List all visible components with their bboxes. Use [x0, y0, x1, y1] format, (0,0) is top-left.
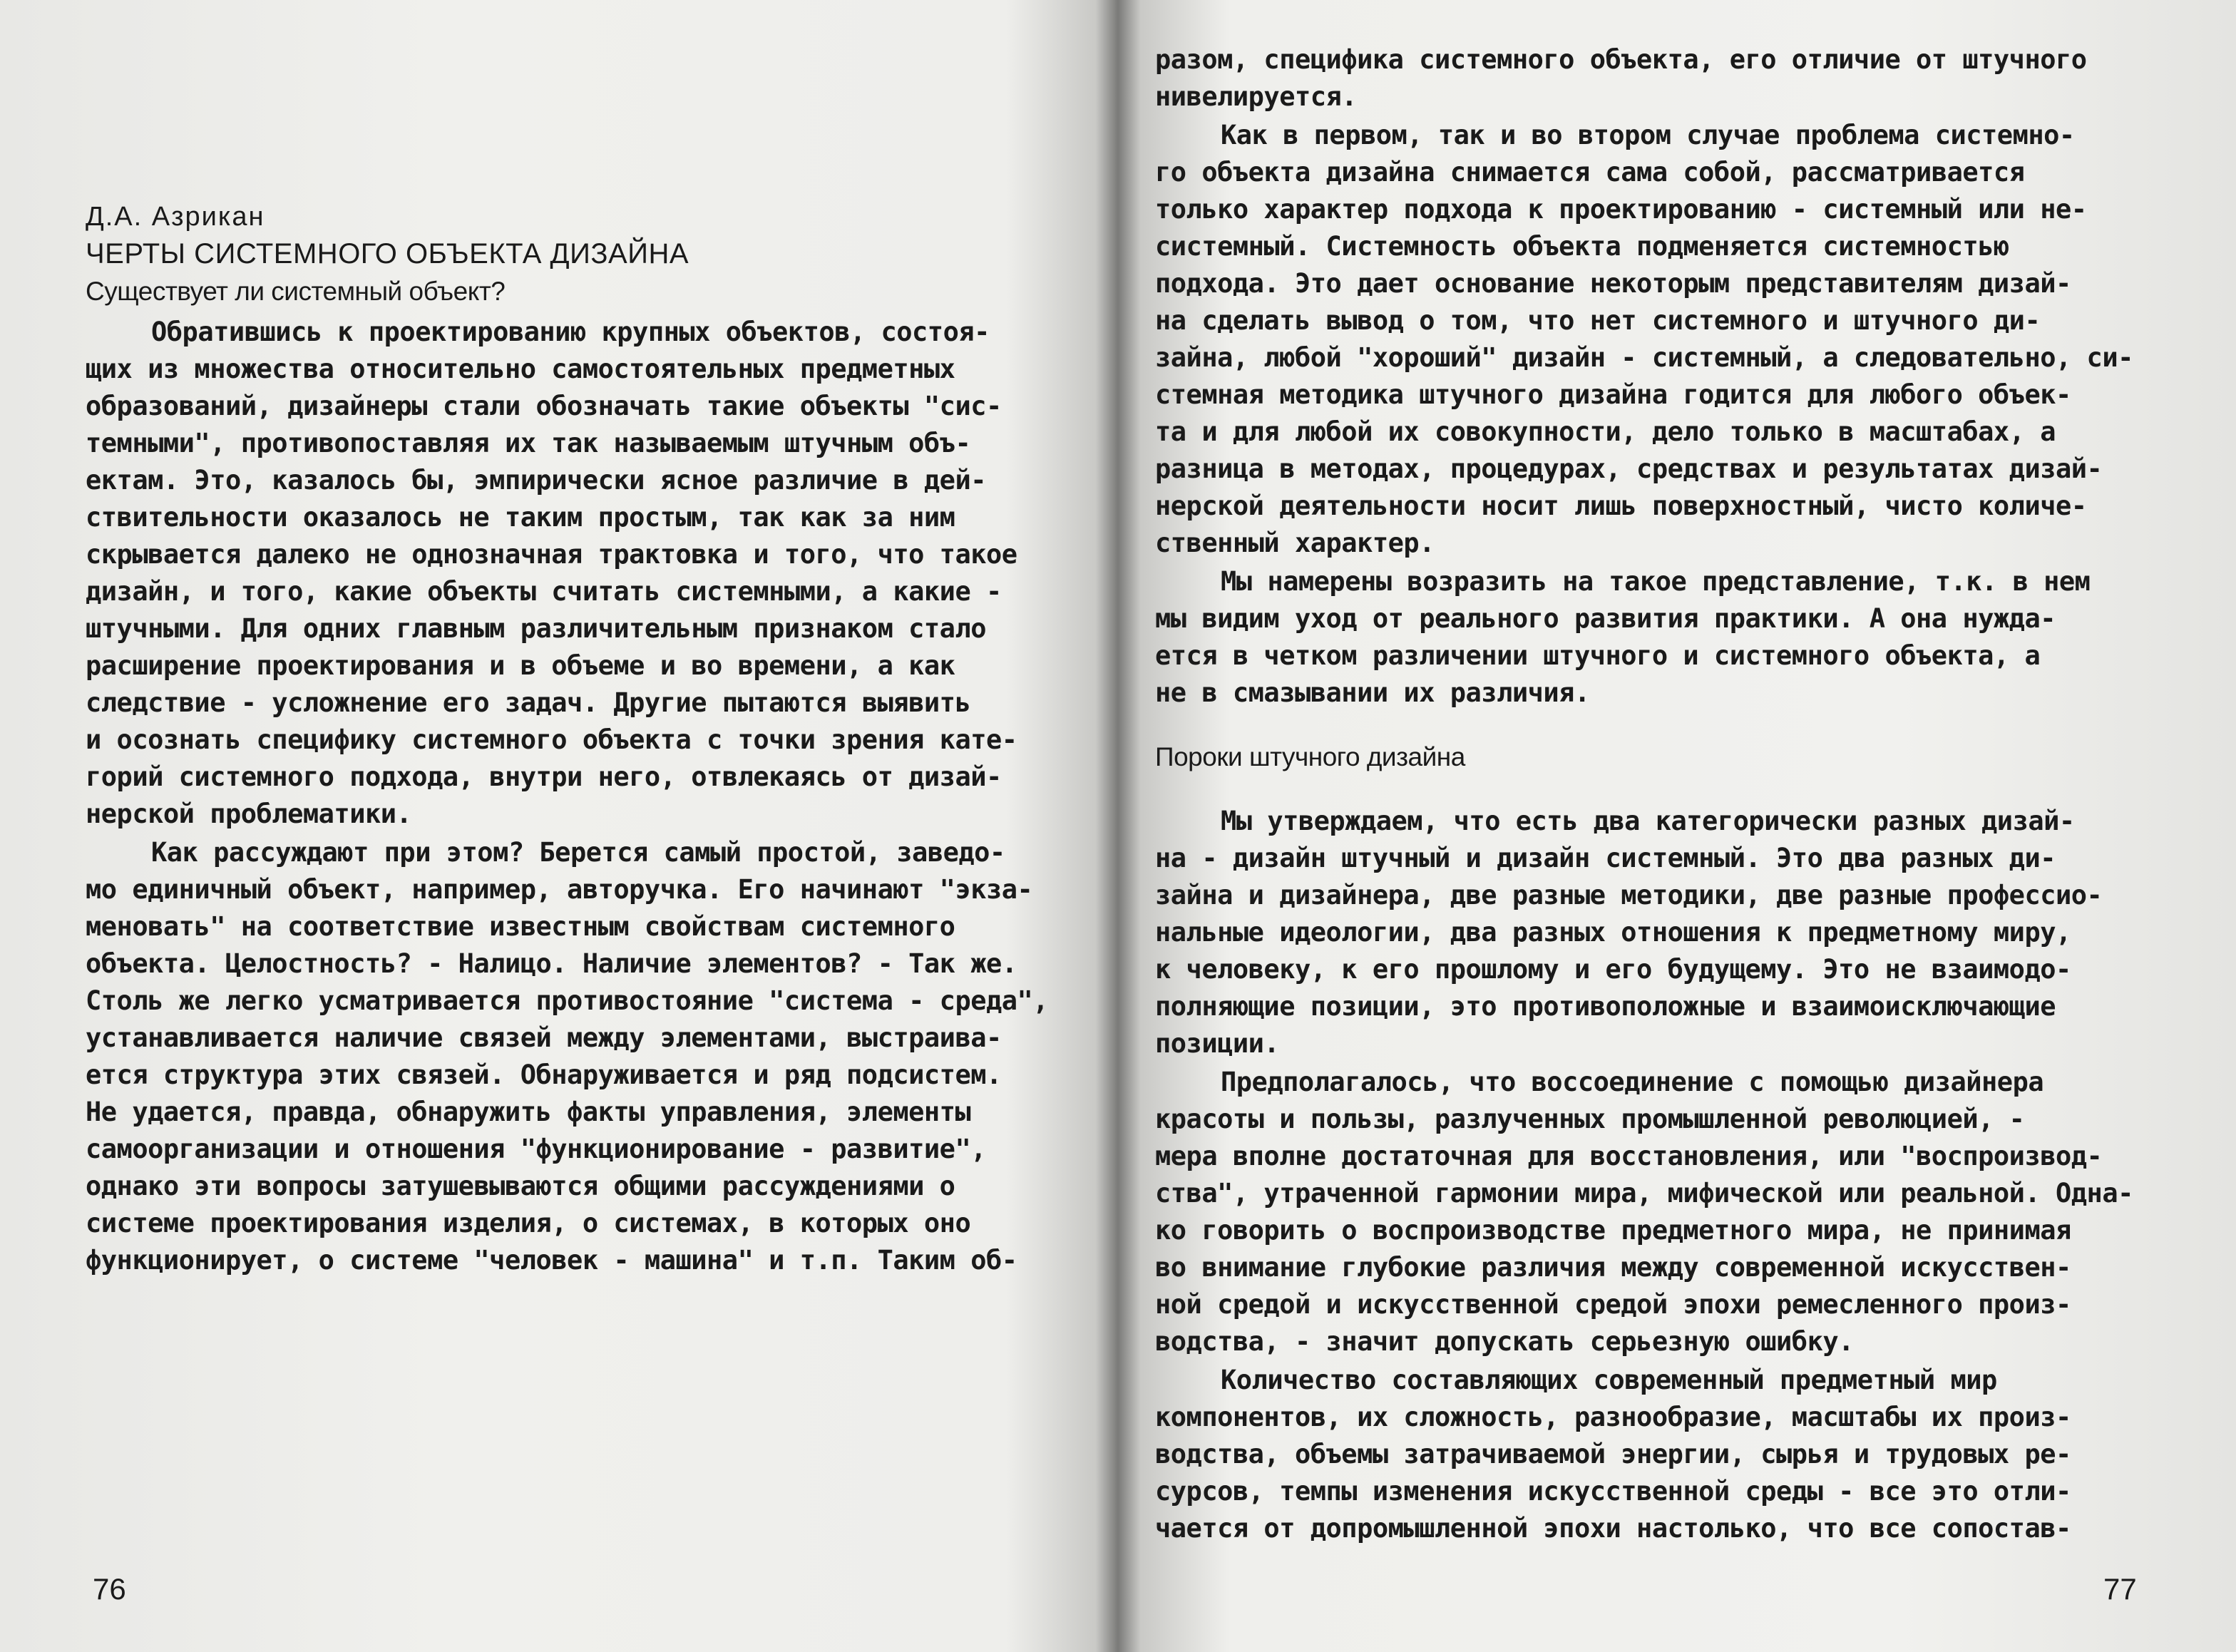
- text-line: однако эти вопросы затушевываются общими рассуждениями о: [86, 1171, 955, 1201]
- text-line: во внимание глубокие различия между современной искусствен-: [1155, 1252, 2071, 1283]
- text-line: мо единичный объект, например, авторучка. Его начинают "экза-: [86, 874, 1033, 905]
- text-line: щих из множества относительно самостоятельных предметных: [86, 354, 955, 384]
- text-line: позиции.: [1155, 1028, 1280, 1059]
- text-line: образований, дизайнеры стали обозначать такие объекты "сис-: [86, 391, 1002, 421]
- text-line: темными", противопоставляя их так называемым штучным объ-: [86, 428, 971, 458]
- text-line: следствие - усложнение его задач. Другие пытаются выявить: [86, 687, 971, 718]
- text-line: функционирует, о системе "человек - машина" и т.п. Таким об-: [86, 1245, 1017, 1276]
- text-line: Не удается, правда, обнаружить факты управления, элементы: [86, 1097, 971, 1127]
- text-line: горий системного подхода, внутри него, отвлекаясь от дизай-: [86, 761, 1002, 792]
- page-number-right: 77: [2103, 1572, 2137, 1606]
- text-line: компонентов, их сложность, разнообразие, масштабы их произ-: [1155, 1402, 2071, 1432]
- text-line: мы видим уход от реального развития практики. А она нужда-: [1155, 603, 2056, 634]
- text-line: нивелируется.: [1155, 81, 1358, 112]
- text-line: подхода. Это дает основание некоторым представителям дизай-: [1155, 268, 2071, 299]
- text-line: штучными. Для одних главным различительным признаком стало: [86, 613, 987, 644]
- text-line: ется структура этих связей. Обнаруживается и ряд подсистем.: [86, 1060, 1002, 1090]
- text-line: Как рассуждают при этом? Берется самый простой, заведо-: [151, 837, 1005, 868]
- text-line: на - дизайн штучный и дизайн системный. Это два разных ди-: [1155, 843, 2056, 873]
- text-line: Мы намерены возразить на такое представление, т.к. в нем: [1221, 566, 2091, 597]
- text-line: Как в первом, так и во втором случае проблема системно-: [1221, 120, 2075, 150]
- text-line: на сделать вывод о том, что нет системного и штучного ди-: [1155, 305, 2041, 336]
- text-line: к человеку, к его прошлому и его будущему. Это не взаимодо-: [1155, 954, 2071, 985]
- article-title: ЧЕРТЫ СИСТЕМНОГО ОБЪЕКТА ДИЗАЙНА: [86, 238, 689, 270]
- text-line: меновать" на соответствие известным свойствам системного: [86, 911, 955, 942]
- text-line: нерской деятельности носит лишь поверхностный, чисто количе-: [1155, 491, 2087, 521]
- text-line: разом, специфика системного объекта, его отличие от штучного: [1155, 44, 2087, 75]
- text-line: не в смазывании их различия.: [1155, 677, 1590, 708]
- page-number-left: 76: [93, 1572, 126, 1606]
- text-line: разница в методах, процедурах, средствах и результатах дизай-: [1155, 453, 2103, 484]
- text-line: и осознать специфику системного объекта с точки зрения кате-: [86, 724, 1017, 755]
- text-line: нерской проблематики.: [86, 799, 412, 829]
- text-line: ной средой и искусственной средой эпохи ремесленного произ-: [1155, 1289, 2071, 1320]
- text-line: дизайн, и того, какие объекты считать системными, а какие -: [86, 576, 1002, 607]
- text-line: только характер подхода к проектированию - системный или не-: [1155, 194, 2087, 225]
- text-line: ствительности оказалось не таким простым, так как за ним: [86, 502, 955, 533]
- section-heading: Существует ли системный объект?: [86, 277, 506, 306]
- text-line: полняющие позиции, это противоположные и взаимоисключающие: [1155, 991, 2056, 1022]
- right-page: [1155, 0, 2168, 1652]
- text-line: Предполагалось, что воссоединение с помощью дизайнера: [1221, 1067, 2044, 1097]
- text-line: Количество составляющих современный предметный мир: [1221, 1365, 1997, 1395]
- text-line: Столь же легко усматривается противостояние "система - среда",: [86, 985, 1049, 1016]
- text-line: ется в четком различении штучного и системного объекта, а: [1155, 640, 2041, 671]
- text-line: ства", утраченной гармонии мира, мифической или реальной. Одна-: [1155, 1178, 2133, 1209]
- text-line: красоты и пользы, разлученных промышленной революцией, -: [1155, 1104, 2025, 1134]
- text-line: водства, - значит допускать серьезную ошибку.: [1155, 1326, 1854, 1357]
- text-line: чается от допромышленной эпохи настолько, что все сопостав-: [1155, 1513, 2071, 1544]
- text-line: мера вполне достаточная для восстановления, или "воспроизвод-: [1155, 1141, 2103, 1171]
- text-line: самоорганизации и отношения "функционирование - развитие",: [86, 1134, 987, 1164]
- text-line: системный. Системность объекта подменяется системностью: [1155, 231, 2009, 262]
- text-line: ектам. Это, казалось бы, эмпирически ясное различие в дей-: [86, 465, 987, 496]
- text-line: расширение проектирования и в объеме и во времени, а как: [86, 650, 955, 681]
- text-line: ко говорить о воспроизводстве предметного мира, не принимая: [1155, 1215, 2071, 1246]
- author-name: Д.А. Азрикан: [86, 202, 265, 232]
- text-line: нальные идеологии, два разных отношения к предметному миру,: [1155, 917, 2071, 948]
- text-line: водства, объемы затрачиваемой энергии, сырья и трудовых ре-: [1155, 1439, 2071, 1469]
- text-line: системе проектирования изделия, о системах, в которых оно: [86, 1208, 971, 1238]
- text-line: стемная методика штучного дизайна годится для любого объек-: [1155, 379, 2071, 410]
- text-line: объекта. Целостность? - Налицо. Наличие элементов? - Так же.: [86, 948, 1017, 979]
- text-line: скрывается далеко не однозначная трактовка и того, что такое: [86, 539, 1017, 570]
- text-line: та и для любой их совокупности, дело только в масштабах, а: [1155, 416, 2056, 447]
- text-line: ственный характер.: [1155, 528, 1435, 558]
- text-line: зайна, любой "хороший" дизайн - системный, а следовательно, си-: [1155, 342, 2133, 373]
- text-line: устанавливается наличие связей между элементами, выстраива-: [86, 1022, 1002, 1053]
- section-heading: Пороки штучного дизайна: [1155, 742, 1465, 771]
- text-line: Обратившись к проектированию крупных объектов, состоя-: [151, 317, 990, 347]
- text-line: зайна и дизайнера, две разные методики, две разные профессио-: [1155, 880, 2103, 910]
- text-line: Мы утверждаем, что есть два категорически разных дизай-: [1221, 806, 2075, 836]
- left-page: [86, 0, 1098, 1652]
- text-line: го объекта дизайна снимается сама собой, рассматривается: [1155, 157, 2025, 188]
- text-line: сурсов, темпы изменения искусственной среды - все это отли-: [1155, 1476, 2071, 1507]
